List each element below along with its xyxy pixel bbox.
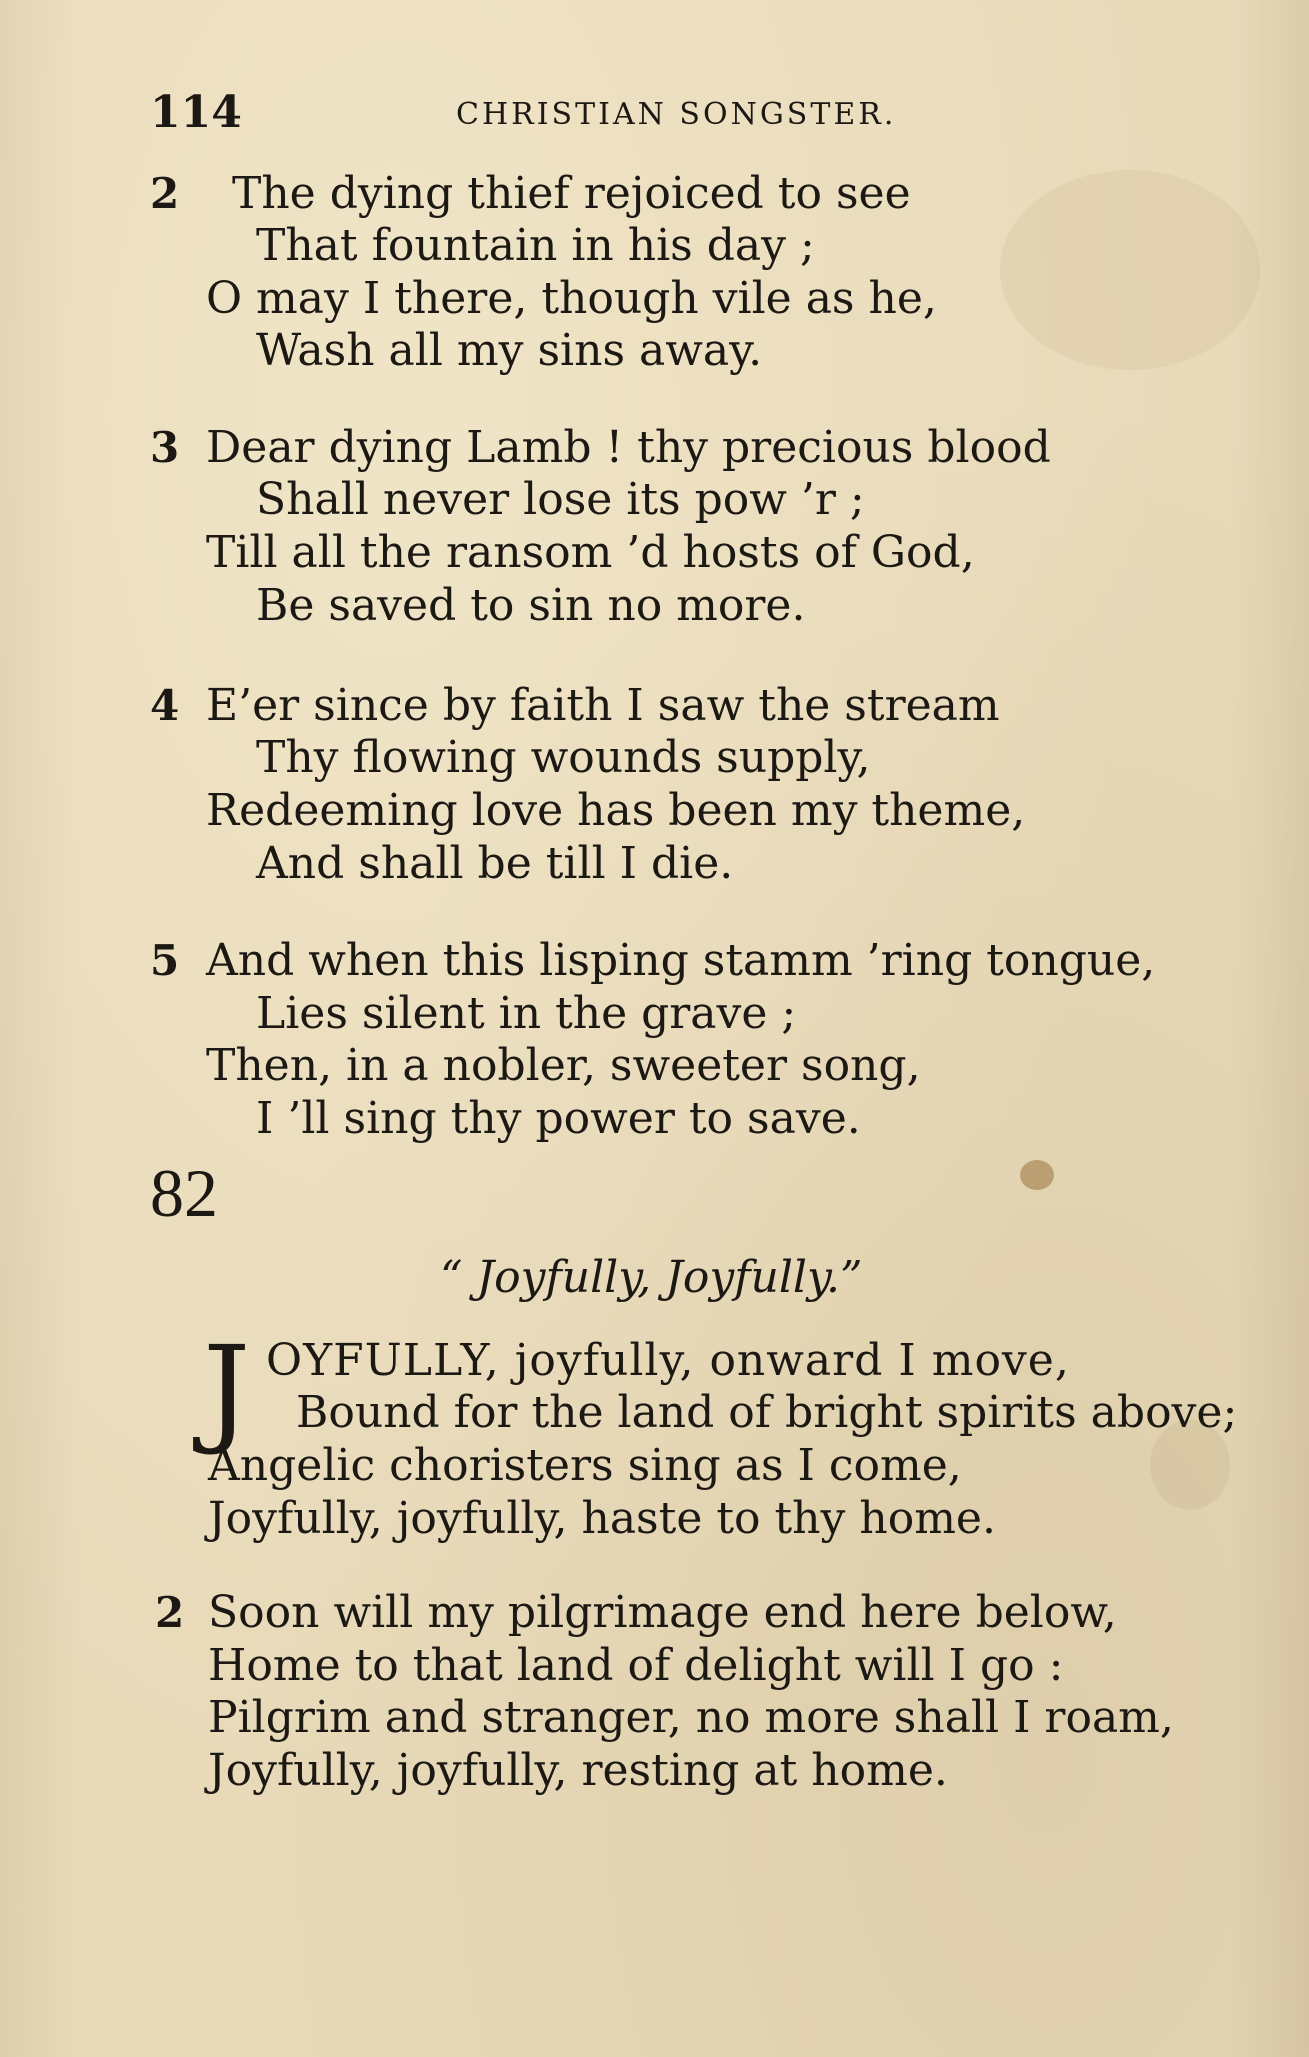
- verse-line: Redeeming love has been my theme,: [206, 785, 1026, 836]
- verse-line: Joyfully, joyfully, haste to thy home.: [208, 1493, 996, 1544]
- verse-line: And shall be till I die.: [256, 838, 734, 889]
- verse-line: Wash all my sins away.: [256, 325, 763, 376]
- verse-line: That fountain in his day ;: [256, 220, 815, 271]
- verse-number: 2: [155, 1588, 185, 1637]
- drop-cap: J: [203, 1320, 251, 1458]
- paper-stain: [1000, 170, 1260, 370]
- verse-line: OYFULLY, joyfully, onward I move,: [266, 1335, 1070, 1386]
- verse-line: Joyfully, joyfully, resting at home.: [208, 1745, 948, 1796]
- verse-line: Home to that land of delight will I go :: [208, 1640, 1064, 1691]
- verse-number: 4: [150, 681, 180, 730]
- verse-line: Till all the ransom ’d hosts of God,: [206, 527, 975, 578]
- verse-line: Dear dying Lamb ! thy precious blood: [206, 422, 1051, 473]
- paper-stain: [1020, 1160, 1054, 1190]
- verse-line: Pilgrim and stranger, no more shall I roam,: [208, 1692, 1174, 1743]
- verse-line: Shall never lose its pow ’r ;: [256, 474, 865, 525]
- verse-line: E’er since by faith I saw the stream: [206, 680, 1000, 731]
- verse-line: Angelic choristers sing as I come,: [208, 1440, 962, 1491]
- verse-line: Thy flowing wounds supply,: [256, 732, 871, 783]
- verse-line: Then, in a nobler, sweeter song,: [206, 1040, 921, 1091]
- verse-line: Soon will my pilgrimage end here below,: [208, 1587, 1117, 1638]
- hymn-number: 82: [150, 1155, 218, 1231]
- running-head: [150, 88, 1160, 138]
- verse-number: 5: [150, 936, 180, 985]
- verse-line: The dying thief rejoiced to see: [232, 168, 911, 219]
- verse-number: 2: [150, 169, 180, 218]
- verse-line: Be saved to sin no more.: [256, 580, 806, 631]
- running-title: CHRISTIAN SONGSTER.: [456, 97, 897, 132]
- page-number: 114: [150, 87, 242, 138]
- verse-number: 3: [150, 423, 180, 472]
- verse-line: And when this lisping stamm ’ring tongue,: [206, 935, 1156, 986]
- hymn-title: “ Joyfully, Joyfully.”: [440, 1252, 863, 1303]
- verse-line: O may I there, though vile as he,: [206, 273, 937, 324]
- verse-line: I ’ll sing thy power to save.: [256, 1093, 861, 1144]
- verse-line: Bound for the land of bright spirits above;: [296, 1387, 1238, 1438]
- verse-line: Lies silent in the grave ;: [256, 988, 797, 1039]
